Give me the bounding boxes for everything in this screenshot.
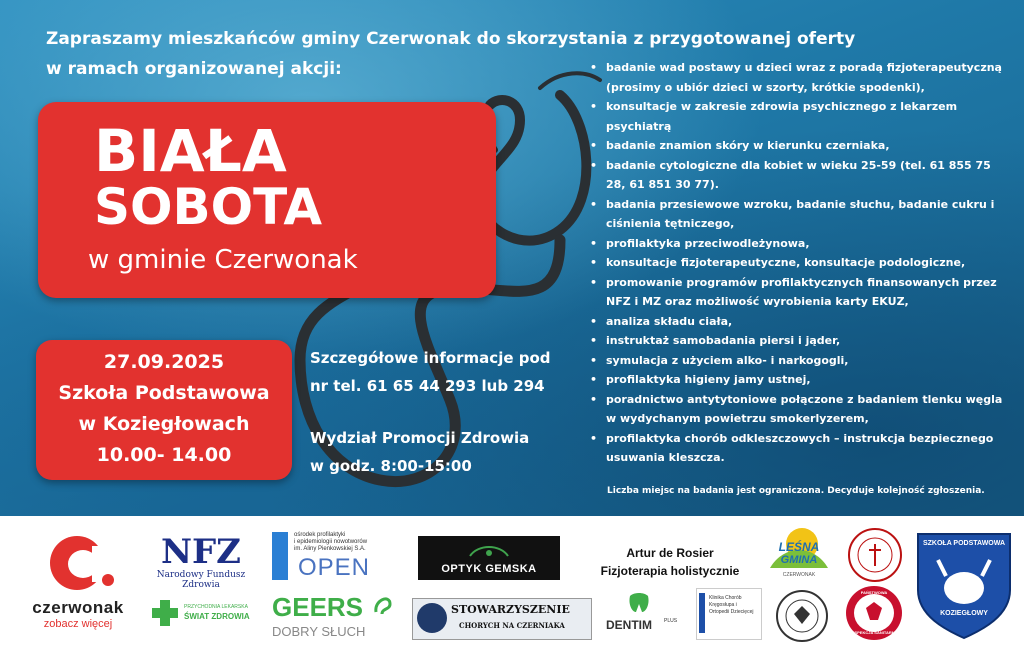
sun-emblem-icon [417, 603, 447, 633]
optyk-name: OPTYK GEMSKA [441, 563, 537, 575]
service-item: • konsultacje w zakresie zdrowia psychicznego z lekarzem psychiatrą [584, 97, 1012, 136]
dentim-plus: PLUS [664, 618, 678, 624]
geers-logo [272, 592, 402, 642]
title-biala: BIAŁA [94, 117, 287, 185]
czerwonak-logo [18, 532, 138, 632]
artur-de-rosier-logo [580, 544, 760, 584]
klinika-text-3: Ortopedii Dziecięcej [709, 609, 754, 615]
event-place-line-2: w Koziegłowach [78, 413, 250, 435]
headline-line-2: w ramach organizowanej akcji: [46, 59, 342, 79]
department-hours: w godz. 8:00-15:00 [310, 457, 472, 475]
service-item: • badanie znamion skóry w kierunku czerniaka, [584, 136, 1012, 156]
klinika-text-1: Klinika Chorób [709, 595, 742, 601]
green-cross-icon [150, 598, 180, 628]
event-place-line-1: Szkoła Podstawowa [58, 382, 270, 404]
service-item: • badanie wad postawy u dzieci wraz z poradą fizjoterapeutyczną (prosimy o ubiór dzieci w szorty, krótkie spodenki), [584, 58, 1012, 97]
artur-name: Artur de Rosier [626, 546, 714, 560]
contact-info-line-1: Szczegółowe informacje pod [310, 349, 551, 367]
stow-text-1: STOWARZYSZENIE [451, 603, 570, 616]
nfz-logo [138, 532, 264, 590]
service-item: • symulacja z użyciem alko- i narkogogli, [584, 351, 1012, 371]
event-details-box [36, 340, 292, 480]
open-bar-icon [272, 532, 288, 580]
service-item: • badanie cytologiczne dla kobiet w wieku 25-59 (tel. 61 855 75 28, 61 851 30 77). [584, 156, 1012, 195]
open-mark: OPEN [298, 554, 371, 581]
szkola-text-1: SZKOŁA PODSTAWOWA [922, 540, 1006, 547]
swiat-text-2: ŚWIAT ZDROWIA [184, 612, 250, 621]
service-item: • badania przesiewowe wzroku, badanie słuchu, badanie cukru i ciśnienia tętniczego, [584, 195, 1012, 234]
czerwonak-name: czerwonak [32, 598, 124, 617]
nfz-name: Narodowy Fundusz Zdrowia [156, 570, 246, 590]
ear-icon [372, 592, 394, 618]
department-info [310, 424, 529, 480]
swiat-text-1: PRZYCHODNIA LEKARSKA [184, 604, 248, 610]
open-text-2: i epidemiologii nowotworów [294, 539, 368, 545]
stow-text-2: CHORYCH NA CZERNIAKA [459, 621, 565, 630]
seal-icon [850, 530, 900, 580]
service-item: • promowanie programów profilaktycznych finansowanych przez NFZ i MZ oraz możliwość wyrobienia karty EKUZ, [584, 273, 1012, 312]
open-text-1: ośrodek profilaktyki [294, 532, 346, 538]
lesna-text-3: CZERWONAK [782, 572, 816, 578]
services-list [584, 58, 1012, 468]
sanepid-text-1: PAŃSTWOWA [860, 590, 888, 595]
department-name: Wydział Promocji Zdrowia [310, 429, 530, 447]
open-logo [272, 532, 392, 584]
czerwonak-tagline: zobacz więcej [43, 618, 113, 630]
event-hours: 10.00- 14.00 [96, 444, 232, 466]
stowarzyszenie-logo [412, 598, 592, 640]
title-sobota: SOBOTA [94, 178, 323, 236]
klinika-logo [696, 588, 762, 640]
dentim-mark: DENTIM [606, 618, 652, 632]
sanepid-text-2: INSPEKCJA SANITARNA [850, 630, 898, 635]
event-title-box [38, 102, 496, 298]
swiat-zdrowia-logo [150, 598, 260, 628]
open-text-3: im. Aliny Pienkowskiej S.A. [294, 546, 366, 552]
geers-mark: GEERS [272, 592, 364, 622]
klinika-text-2: Kręgosłupa i [709, 602, 737, 608]
service-item: • analiza składu ciała, [584, 312, 1012, 332]
service-item: • profilaktyka przeciwodleżynowa, [584, 234, 1012, 254]
eagle-seal-icon [778, 592, 826, 640]
spine-icon [699, 593, 705, 633]
optyk-gemska-logo [418, 536, 560, 580]
tooth-icon [626, 592, 652, 614]
nfz-mark: NFZ [160, 532, 242, 572]
szkola-koziegłowy-logo [912, 530, 1016, 640]
capacity-note: Liczba miejsc na badania jest ograniczona. Decyduje kolejność zgłoszenia. [607, 486, 985, 496]
contact-phone: nr tel. 61 65 44 293 lub 294 [310, 377, 545, 395]
medical-seal-logo [848, 528, 902, 582]
lesna-gmina-logo [764, 524, 834, 584]
service-item: • konsultacje fizjoterapeutyczne, konsultacje podologiczne, [584, 253, 1012, 273]
service-item: • profilaktyka chorób odkleszczowych – instrukcja bezpiecznego usuwania kleszcza. [584, 429, 1012, 468]
lesna-text-2: GMINA [780, 554, 818, 566]
artur-tagline: Fizjoterapia holistycznie [600, 564, 740, 578]
dentim-logo [606, 592, 686, 636]
geers-tagline: DOBRY SŁUCH [272, 624, 366, 639]
contact-info [310, 344, 551, 400]
szkola-text-2: KOZIEGŁOWY [940, 610, 988, 617]
lesna-text-1: LEŚNA [778, 540, 820, 554]
service-item: • profilaktyka higieny jamy ustnej, [584, 370, 1012, 390]
headline-line-1: Zapraszamy mieszkańców gminy Czerwonak do skorzystania z przygotowanej oferty [46, 29, 856, 49]
service-item: • instruktaż samobadania piersi i jąder, [584, 331, 1012, 351]
sanepid-logo [846, 586, 902, 640]
title-subtitle: w gminie Czerwonak [88, 245, 358, 275]
service-item: • poradnictwo antytytoniowe połączone z badaniem tlenku węgla w wydychanym powietrzu smokerlyzerem, [584, 390, 1012, 429]
event-date: 27.09.2025 [103, 351, 225, 373]
university-seal-logo [776, 590, 828, 642]
eye-icon [418, 536, 560, 562]
